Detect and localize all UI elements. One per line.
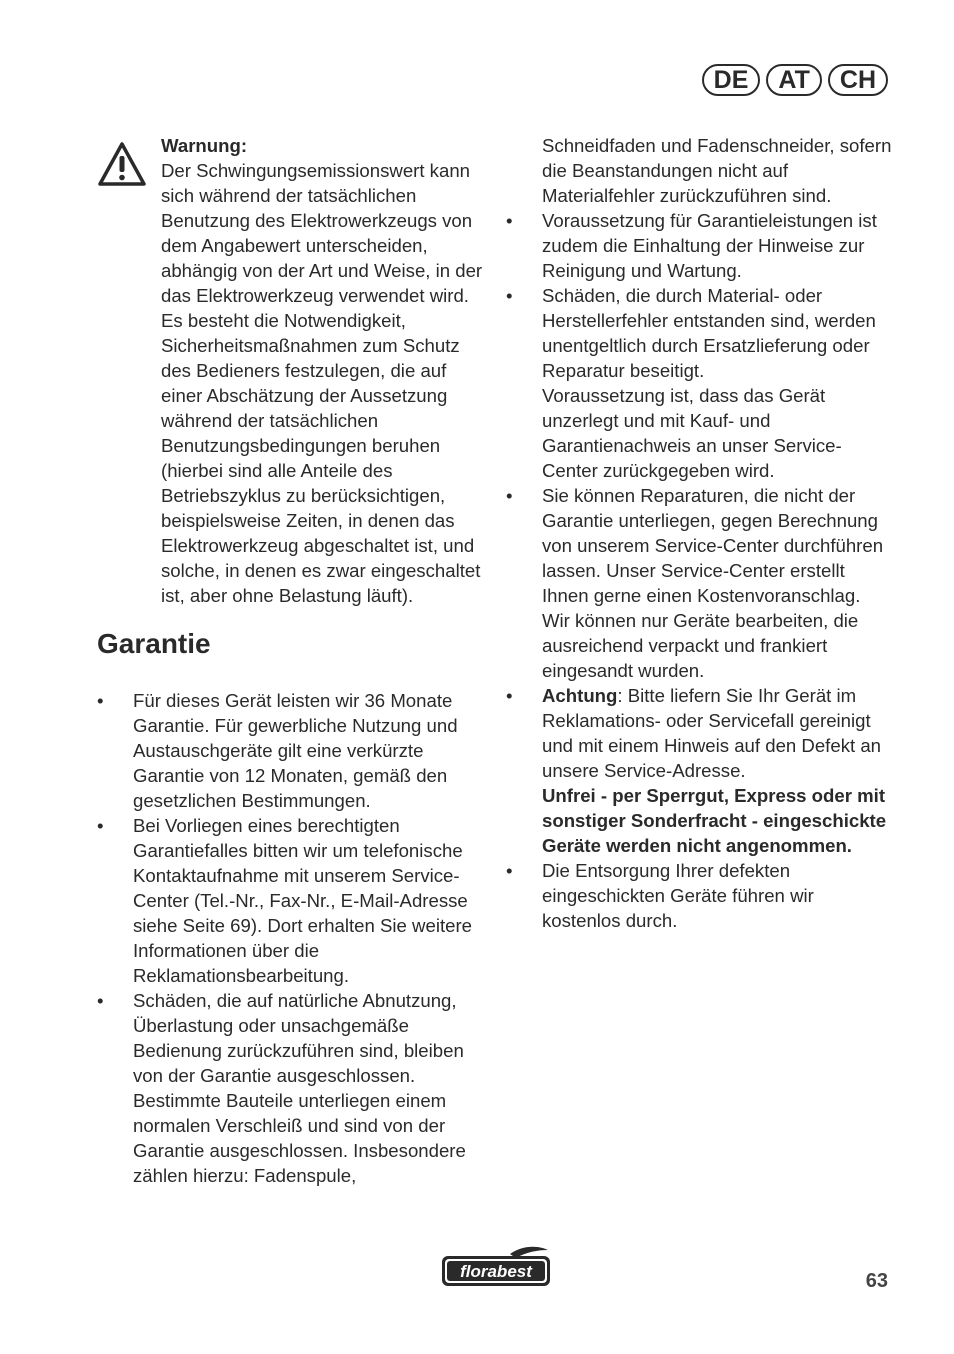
list-item-text: Schäden, die durch Material- oder Herstellerfehler entstanden sind, werden unentgeltlich durch Ersatzlieferung oder Reparatur beseitigt. [542,285,876,381]
list-item [97,813,487,988]
warning-paragraph-1: Der Schwingungsemissionswert kann sich während der tatsächlichen Benutzung des Elektrowerkzeugs von dem Angabewert unterscheiden, abhängig von der Art und Weise, in der das Elektrowerkzeug verwendet wird. [161,160,483,306]
guarantee-list-left [97,688,487,1188]
list-item-text: Wir können nur Geräte bearbeiten, die ausreichend verpackt und frankiert eingesandt wurden. [542,610,859,681]
warning-block [97,133,487,608]
list-item-text: Sie können Reparaturen, die nicht der Garantie unterliegen, gegen Berechnung von unserem Service-Center durchführen lassen. Unser Service-Center erstellt Ihnen gerne einen Kostenvoranschlag. [542,485,884,606]
lang-badge-de: DE [702,64,761,96]
florabest-logo [440,1244,552,1290]
list-item-text: Für dieses Gerät leisten wir 36 Monate Garantie. Für gewerbliche Nutzung und Austauschgeräte gilt eine verkürzte Garantie von 12 Monaten, gemäß den gesetzlichen Bestimmungen. [133,690,458,811]
bullet: • [506,860,513,881]
list-item-bold-text: Unfrei - per Sperrgut, Express oder mit sonstiger Sonderfracht - eingeschickte Geräte werden nicht angenommen. [542,785,887,856]
list-item [97,688,487,813]
list-item-text [542,683,896,783]
bullet: • [97,815,104,836]
list-item [506,858,896,933]
list-item [506,283,896,483]
bullet: • [506,210,513,231]
list-item-text: Bei Vorliegen eines berechtigten Garantiefalles bitten wir um telefonische Kontaktaufnahme mit unserem Service-Center (Tel.-Nr., Fax-Nr., E-Mail-Adresse siehe Seite 69). Dort erhalten Sie weitere Informationen über die Reklamationsbearbeitung. [133,815,472,986]
warning-triangle-icon [97,141,147,187]
list-item [506,683,896,858]
right-column [506,133,896,933]
list-item-text: Schäden, die auf natürliche Abnutzung, Überlastung oder unsachgemäße Bedienung zurückzuführen sind, bleiben von der Garantie ausgeschlossen. Bestimmte Bauteile unterliegen einem normalen Verschleiß und sind von der Garantie ausgeschlossen. Insbesondere zählen hierzu: Fadenspule, [133,990,466,1186]
bullet: • [97,690,104,711]
section-title: Garantie [97,628,211,659]
left-column [97,133,487,1188]
bullet: • [97,990,104,1011]
bullet: • [506,685,513,706]
lang-badge-ch: CH [828,64,888,96]
list-item-text: Voraussetzung ist, dass das Gerät unzerlegt und mit Kauf- und Garantienachweis an unser Service-Center zurückgegeben wird. [542,385,842,481]
warning-title: Warnung: [161,135,248,156]
brand-text: florabest [460,1262,532,1281]
language-badges [702,64,888,96]
list-item-text: Voraussetzung für Garantieleistungen ist zudem die Einhaltung der Hinweise zur Reinigung und Wartung. [542,210,877,281]
lang-badge-at: AT [766,64,821,96]
list-item [97,988,487,1188]
list-item [506,208,896,283]
page-number: 63 [865,1270,888,1292]
bullet: • [506,285,513,306]
list-item-text: Die Entsorgung Ihrer defekten eingeschickten Geräte führen wir kostenlos durch. [542,860,814,931]
continuation-text: Schneidfaden und Fadenschneider, sofern die Beanstandungen nicht auf Materialfehler zurückzuführen sind. [542,135,892,206]
list-item [506,483,896,683]
guarantee-list-right [506,208,896,933]
warning-paragraph-2: Es besteht die Notwendigkeit, Sicherheitsmaßnahmen zum Schutz des Bedieners festzulegen, die auf einer Abschätzung der Aussetzung während der tatsächlichen Benutzungsbedingungen beruhen (hierbei sind alle Anteile des Betriebszyklus zu berücksichtigen, beispielsweise Zeiten, in denen das Elektrowerkzeug abgeschaltet ist, und solche, in denen es zwar eingeschaltet ist, aber ohne Belastung läuft). [161,310,481,606]
achtung-label: Achtung [542,685,618,706]
bullet: • [506,485,513,506]
achtung-text: : Bitte liefern Sie Ihr Gerät im Reklamations- oder Servicefall gereinigt und mit einem Hinweis auf den Defekt an unsere Service-Adresse. [542,685,881,781]
